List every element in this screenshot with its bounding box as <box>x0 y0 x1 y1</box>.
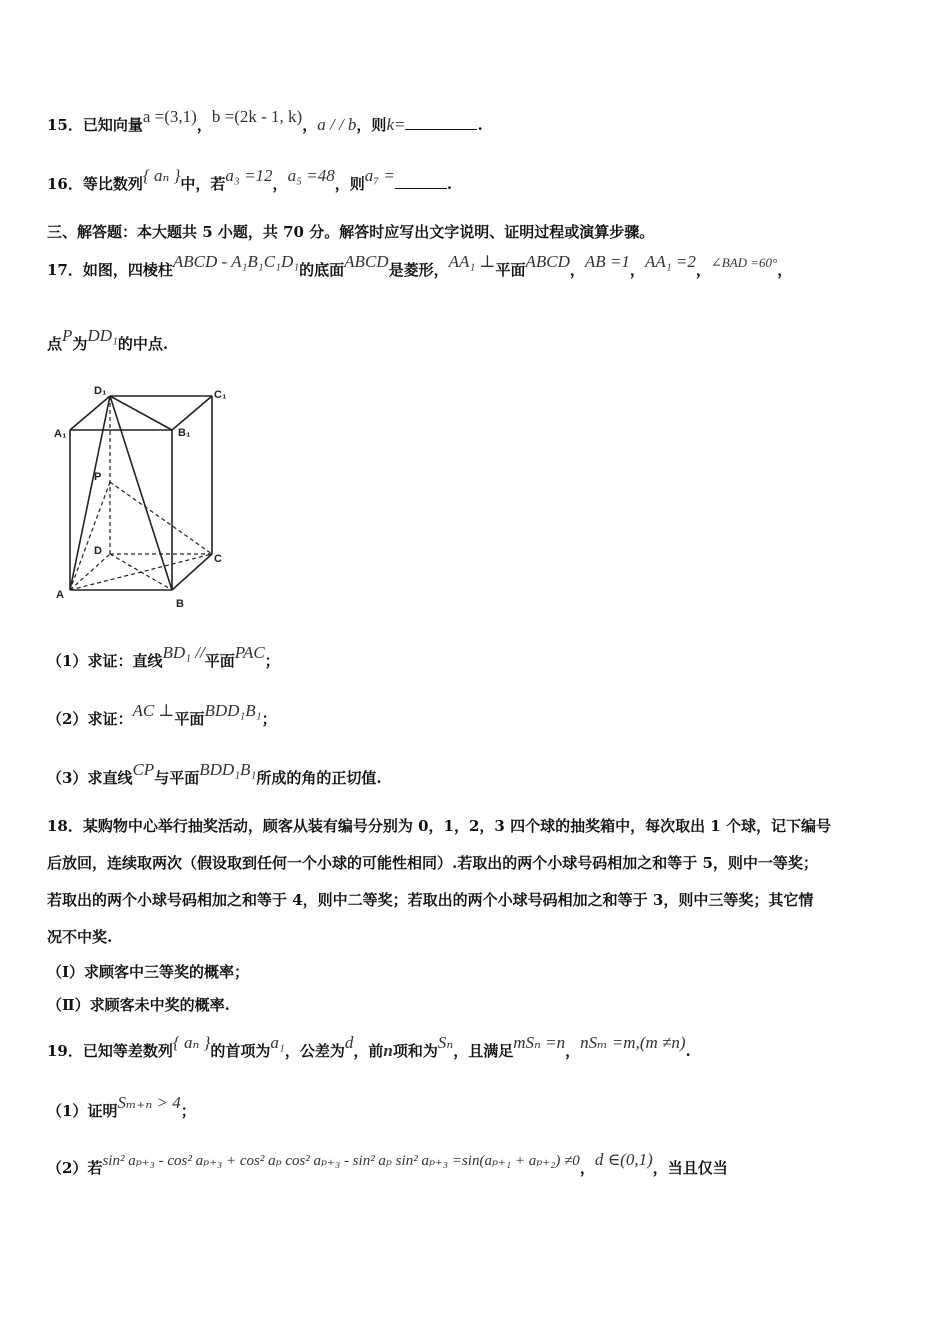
q18-line-2: 后放回，连续取两次（假设取到任何一个小球的可能性相同）.若取出的两个小球号码相加之和等于 5，则中一等奖； <box>47 854 818 872</box>
q15-parallel: a / / b <box>317 115 357 134</box>
q17-number: 17． <box>47 261 83 279</box>
label-a: A <box>56 589 64 601</box>
q17-dd1: DD₁ <box>87 326 118 345</box>
q17-prism: ABCD - A₁B₁C₁D₁ <box>172 252 300 271</box>
edge-bc <box>172 554 212 590</box>
q16-a5: a₅ =48 <box>287 166 335 185</box>
question-16: 16．等比数列{ aₙ }中，若a₃ =12，a₅ =48，则a₇ = . <box>47 166 453 193</box>
edge-b1c1 <box>172 396 212 430</box>
q16-number: 16． <box>47 175 83 193</box>
q17-angle: ∠BAD =60° <box>710 255 778 270</box>
q17-plane: ABCD <box>525 252 570 271</box>
q17-point-p: 点P为DD₁的中点. <box>47 326 169 353</box>
hidden-pc <box>110 482 212 554</box>
q15-vector-a: a =(3,1) <box>142 107 197 126</box>
q16-answer-blank <box>395 174 447 189</box>
q18-sub-1: （Ⅰ）求顾客中三等奖的概率； <box>47 963 250 981</box>
hidden-pa <box>70 482 110 590</box>
q18-sub-2: （Ⅱ）求顾客未中奖的概率. <box>47 996 230 1014</box>
label-b1: B₁ <box>178 427 191 439</box>
q15-answer-blank <box>405 115 477 130</box>
q16-sequence: { aₙ } <box>142 166 181 185</box>
q15-vector-b: b =(2k - 1, k) <box>211 107 303 126</box>
label-c1: C₁ <box>214 389 227 401</box>
question-19: 19．已知等差数列{ aₙ }的首项为a₁，公差为d，前n项和为Sₙ，且满足mSₙ =n，nSₘ =m,(m ≠n). <box>47 1033 691 1060</box>
q16-a7: a₇ = <box>364 166 395 185</box>
q17-base: ABCD <box>344 252 389 271</box>
q17-sub-1: （1）求证：直线BD₁ //平面PAC； <box>47 643 280 670</box>
section-3-heading: 三、解答题：本大题共 5 小题，共 70 分。解答时应写出文字说明、证明过程或演算步骤。 <box>47 223 655 241</box>
prism-figure <box>50 382 240 614</box>
q17-perp: AA₁ ⊥ <box>448 252 496 271</box>
label-p: P <box>94 471 102 483</box>
q17-sub-3: （3）求直线CP与平面BDD₁B₁所成的角的正切值. <box>47 760 382 787</box>
q16-a3: a₃ =12 <box>225 166 273 185</box>
label-c: C <box>214 553 222 565</box>
q15-text: 已知向量 <box>82 116 143 134</box>
q15-k: k= <box>386 115 406 134</box>
q19-sub-2: （2）若sin² aₚ₊₃ - cos² aₚ₊₃ + cos² aₚ cos² aₚ₊₃ - sin² aₚ sin² aₚ₊₃ =sin(aₚ₊₁ + aₚ₊₂) ≠0，d ∈(0,1)，当且仅当 <box>47 1150 728 1177</box>
q17-aa1: AA₁ =2 <box>644 252 696 271</box>
q18-line-1: 18．某购物中心举行抽奖活动，顾客从装有编号分别为 0，1，2，3 四个球的抽奖箱中，每次取出 1 个球，记下编号 <box>47 817 831 835</box>
q19-sub-1: （1）证明Sₘ₊ₙ > 4； <box>47 1093 196 1120</box>
question-15: 15．已知向量a =(3,1)，b =(2k - 1, k)，a / / b，则k= . <box>47 107 483 134</box>
q17-ab: AB =1 <box>584 252 630 271</box>
q19-number: 19． <box>47 1042 83 1060</box>
label-d: D <box>94 545 102 557</box>
q18-line-3: 若取出的两个小球号码相加之和等于 4，则中二等奖；若取出的两个小球号码相加之和等于 3，则中三等奖；其它情 <box>47 891 814 909</box>
q18-line-4: 况不中奖. <box>47 928 113 946</box>
label-a1: A₁ <box>54 428 67 440</box>
q17-sub-2: （2）求证：AC ⊥平面BDD₁B₁； <box>47 701 277 728</box>
question-17: 17．如图，四棱柱ABCD - A₁B₁C₁D₁的底面ABCD是菱形，AA₁ ⊥平面ABCD，AB =1，AA₁ =2，∠BAD =60°， <box>47 252 793 279</box>
q15-number: 15． <box>47 116 83 134</box>
label-d1: D₁ <box>94 385 107 397</box>
label-b: B <box>176 598 184 610</box>
